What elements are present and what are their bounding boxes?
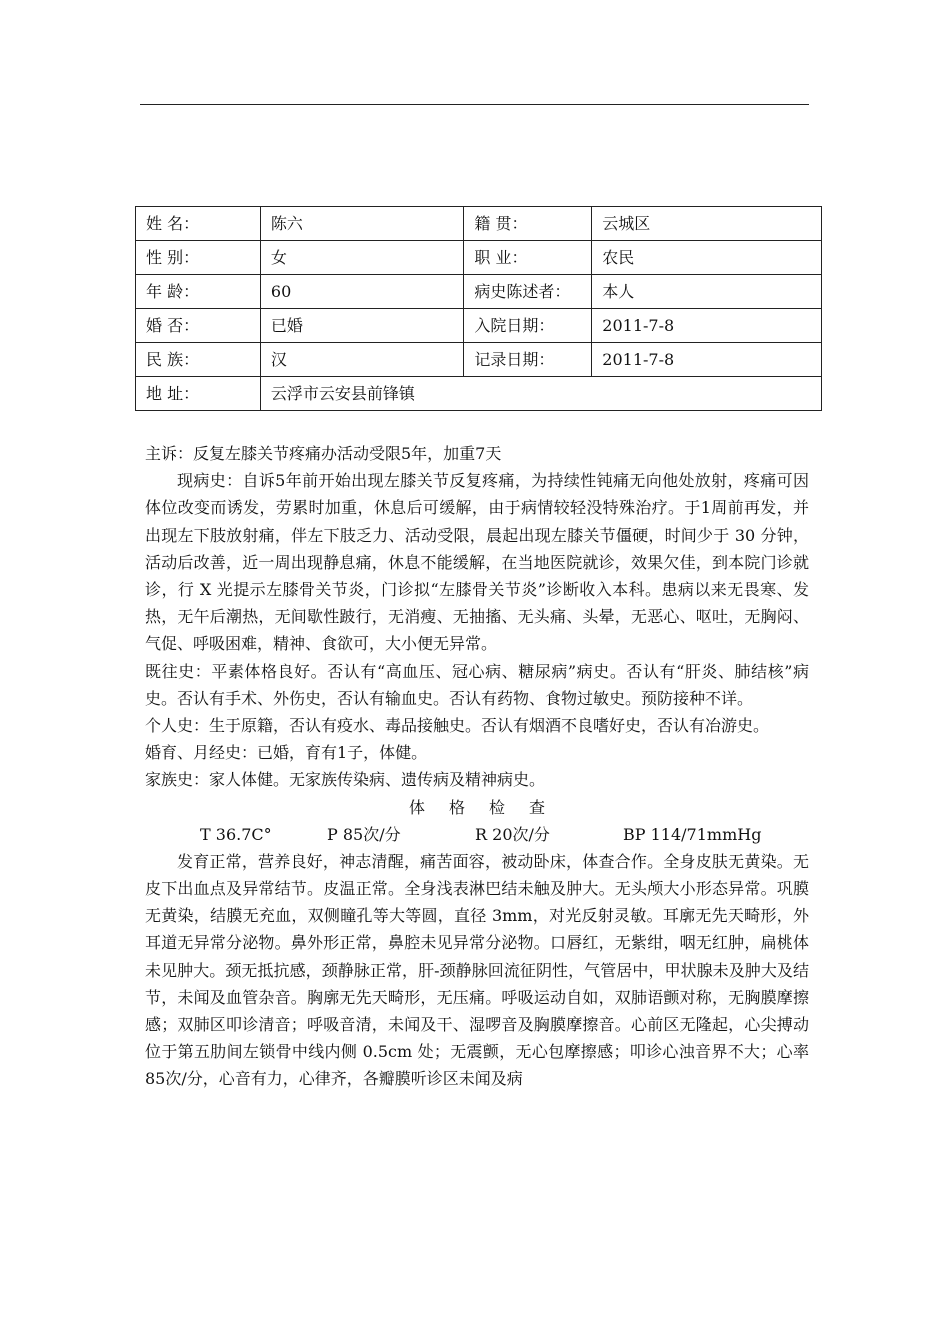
- table-row: [136, 207, 822, 241]
- ethnicity-label: 民 族：: [136, 343, 261, 377]
- marital-label: 婚 否：: [136, 309, 261, 343]
- temperature: T 36.7C°: [200, 824, 272, 844]
- table-row: [136, 343, 822, 377]
- table-row: [136, 377, 822, 411]
- patient-info-table: [135, 206, 822, 411]
- age-value: 60: [260, 275, 463, 309]
- sex-value: 女: [260, 241, 463, 275]
- age-label: 年 龄：: [136, 275, 261, 309]
- header-rule: [140, 104, 809, 105]
- sex-label: 性 别：: [136, 241, 261, 275]
- admission-date-label: 入院日期：: [464, 309, 592, 343]
- respiration: R 20次/分: [475, 824, 550, 844]
- name-label: 姓 名：: [136, 207, 261, 241]
- present-illness: 现病史：自诉5年前开始出现左膝关节反复疼痛，为持续性钝痛无向他处放射，疼痛可因体位改变而诱发，劳累时加重，休息后可缓解，由于病情较轻没特殊治疗。于1周前再发，并出现左下肢放射痛，伴左下肢乏力、活动受限，晨起出现左膝关节僵硬，时间少于 30 分钟，活动后改善，近一周出现静息痛，休息不能缓解，在当地医院就诊，效果欠佳，到本院门诊就诊，行 X 光提示左膝骨关节炎，门诊拟“左膝骨关节炎”诊断收入本科。患病以来无畏寒、发热，无午后潮热，无间歇性跛行，无消瘦、无抽搐、无头痛、头晕，无恶心、呕吐，无胸闷、气促、呼吸困难，精神、食欲可，大小便无异常。: [145, 471, 809, 654]
- past-history: 既往史：平素体格良好。否认有“高血压、冠心病、糖尿病”病史。否认有“肝炎、肺结核”病史。否认有手术、外伤史，否认有输血史。否认有药物、食物过敏史。预防接种不详。: [145, 661, 809, 708]
- admission-date-value: 2011-7-8: [592, 309, 822, 343]
- medical-record-body: [145, 440, 809, 1093]
- table-row: [136, 275, 822, 309]
- ethnicity-value: 汉: [260, 343, 463, 377]
- physical-exam-text: 发育正常，营养良好，神志清醒，痛苦面容，被动卧床，体查合作。全身皮肤无黄染。无皮下出血点及异常结节。皮温正常。全身浅表淋巴结未触及肿大。无头颅大小形态异常。巩膜无黄染，结膜无充血，双侧瞳孔等大等圆，直径 3mm，对光反射灵敏。耳廓无先天畸形，外耳道无异常分泌物。鼻外形正常，鼻腔未见异常分泌物。口唇红，无紫绀，咽无红肿，扁桃体未见肿大。颈无抵抗感，颈静脉正常，肝-颈静脉回流征阴性，气管居中，甲状腺未及肿大及结节，未闻及血管杂音。胸廓无先天畸形，无压痛。呼吸运动自如，双肺语颤对称，无胸膜摩擦感；双肺区叩诊清音；呼吸音清，未闻及干、湿啰音及胸膜摩擦音。心前区无隆起，心尖搏动位于第五肋间左锁骨中线内侧 0.5cm 处；无震颤，无心包摩擦感；叩诊心浊音界不大；心率85次/分，心音有力，心律齐，各瓣膜听诊区未闻及病: [145, 851, 809, 1089]
- marital-history: 婚育、月经史：已婚，育有1子，体健。: [145, 743, 428, 763]
- address-label: 地 址：: [136, 377, 261, 411]
- name-value: 陈六: [260, 207, 463, 241]
- record-date-label: 记录日期：: [464, 343, 592, 377]
- blood-pressure: BP 114/71mmHg: [623, 824, 762, 844]
- marital-value: 已婚: [260, 309, 463, 343]
- native-place-value: 云城区: [592, 207, 822, 241]
- occupation-value: 农民: [592, 241, 822, 275]
- occupation-label: 职 业：: [464, 241, 592, 275]
- family-history: 家族史：家人体健。无家族传染病、遗传病及精神病史。: [145, 770, 546, 790]
- address-value: 云浮市云安县前锋镇: [260, 377, 821, 411]
- personal-history: 个人史：生于原籍，否认有疫水、毒品接触史。否认有烟酒不良嗜好史，否认有冶游史。: [145, 716, 770, 736]
- native-place-label: 籍 贯：: [464, 207, 592, 241]
- chief-complaint: 主诉：反复左膝关节疼痛办活动受限5年，加重7天: [145, 444, 502, 463]
- physical-exam-title: 体格检查: [408, 797, 569, 817]
- table-row: [136, 309, 822, 343]
- pulse: P 85次/分: [327, 824, 401, 844]
- record-date-value: 2011-7-8: [592, 343, 822, 377]
- table-row: [136, 241, 822, 275]
- informant-label: 病史陈述者：: [464, 275, 592, 309]
- vital-signs: [145, 821, 809, 848]
- informant-value: 本人: [592, 275, 822, 309]
